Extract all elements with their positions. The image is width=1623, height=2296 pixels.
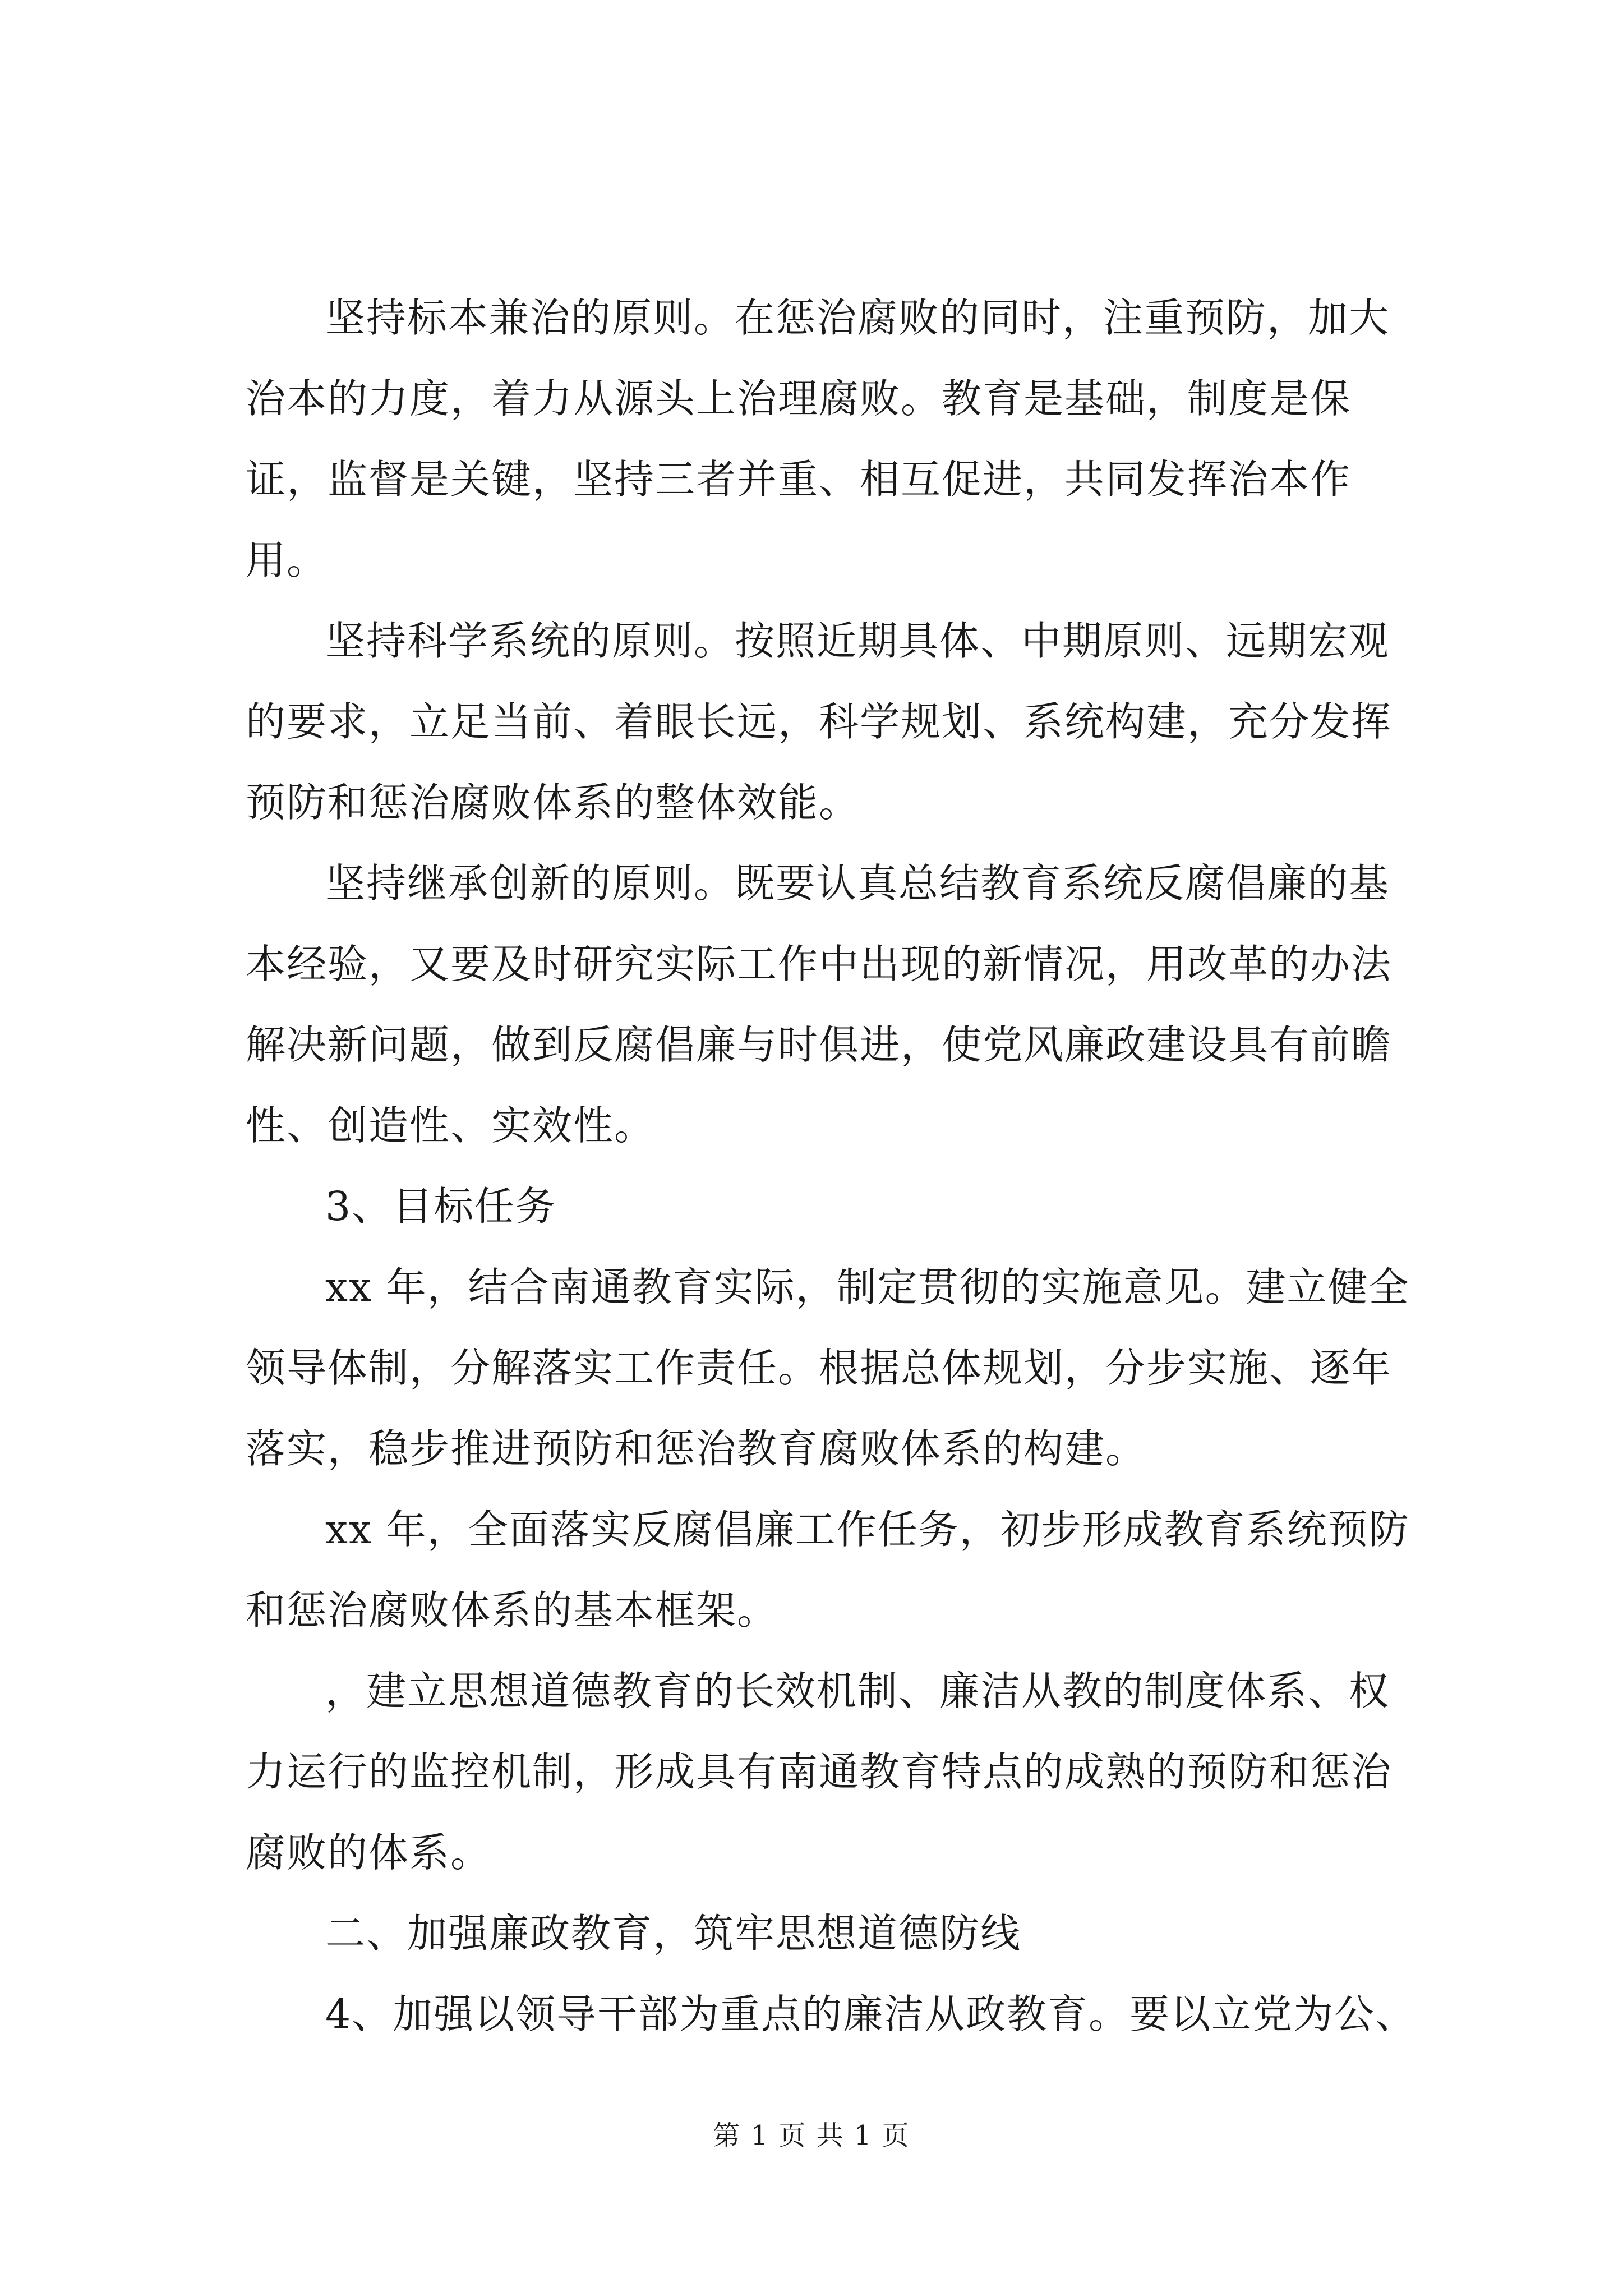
paragraph-goal-year-two: xx 年，全面落实反腐倡廉工作任务，初步形成教育系统预防和惩治腐败体系的基本框架。 xyxy=(246,1506,1410,1634)
paragraph-principle-root-and-branch: 坚持标本兼治的原则。在惩治腐败的同时，注重预防，加大治本的力度，着力从源头上治理腐败。教育是基础，制度是保证，监督是关键，坚持三者并重、相互促进，共同发挥治本作用。 xyxy=(246,295,1390,583)
section-heading-education: 二、加强廉政教育，筑牢思想道德防线 xyxy=(325,1910,1022,1957)
document-body xyxy=(246,278,1423,2055)
paragraph-goal-year-one: xx 年，结合南通教育实际，制定贯彻的实施意见。建立健全领导体制，分解落实工作责任。根据总体规划，分步实施、逐年落实，稳步推进预防和惩治教育腐败体系的构建。 xyxy=(246,1264,1410,1472)
paragraph-leader-education: 4、加强以领导干部为重点的廉洁从政教育。要以立党为公、 xyxy=(325,1991,1417,2037)
paragraph-principle-scientific-system: 坚持科学系统的原则。按照近期具体、中期原则、远期宏观的要求，立足当前、着眼长远，科学规划、系统构建，充分发挥预防和惩治腐败体系的整体效能。 xyxy=(246,618,1393,826)
page-footer: 第 1 页 共 1 页 xyxy=(713,2120,910,2151)
paragraph-principle-inheritance-innovation: 坚持继承创新的原则。既要认真总结教育系统反腐倡廉的基本经验，又要及时研究实际工作中出现的新情况，用改革的办法解决新问题，做到反腐倡廉与时俱进，使党风廉政建设具有前瞻性、创造性、实效性。 xyxy=(246,860,1393,1149)
section-heading-goals: 3、目标任务 xyxy=(325,1183,557,1230)
paragraph-goal-long-term: ，建立思想道德教育的长效机制、廉洁从教的制度体系、权力运行的监控机制，形成具有南通教育特点的成熟的预防和惩治腐败的体系。 xyxy=(246,1668,1393,1876)
